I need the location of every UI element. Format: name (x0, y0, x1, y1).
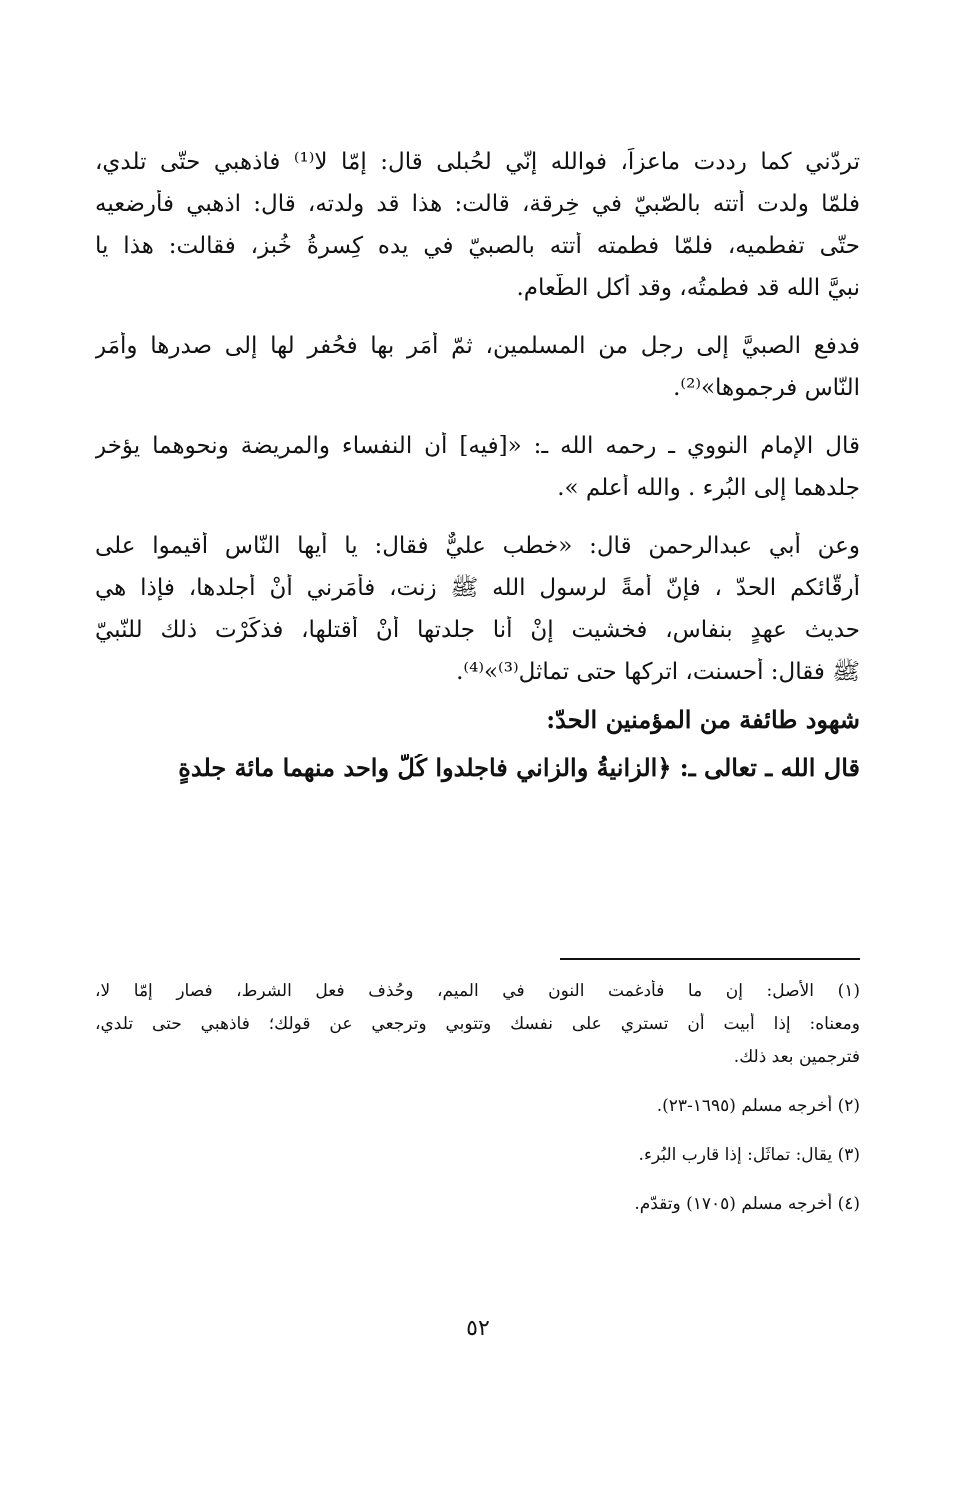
footnote: (٤) أخرجه مسلم (١٧٠٥) وتقدّم. (634, 1194, 860, 1214)
paragraph (95, 332, 860, 416)
text-line: تردّني كما رددت ماعزاً، فوالله إنّي لحُبلى قال: إمّا لا⁽¹⁾ فاذهبي حتّى تلدي، (95, 149, 860, 175)
page-number: ٥٢ (466, 1316, 490, 1341)
text-line: حديث عهدٍ بنفاس، فخشيت إنْ أنا جلدتها أنْ أقتلها، فذكَرْت ذلك للنّبيّ (95, 617, 860, 643)
paragraph (95, 532, 860, 700)
text-line: وعن أبي عبدالرحمن قال: «خطب عليٌّ فقال: يا أيها النّاس أقيموا على (95, 533, 860, 559)
paragraph (95, 148, 860, 316)
text-line: قال الإمام النووي ـ رحمه الله ـ: «[فيه] أن النفساء والمريضة ونحوهما يؤخر (95, 433, 860, 459)
text-line: نبيَّ الله قد فطمتُه، وقد أكل الطّعام. (516, 275, 860, 301)
quran-verse-line: قال الله ـ تعالى ـ: ﴿الزانيةُ والزاني فاجلدوا كُلَّ واحد منهما مائة جلدةٍ (178, 754, 860, 782)
text-line: فلمّا ولدت أتته بالصّبيّ في خِرقة، قالت: هذا قد ولدته، قال: اذهبي فأرضعيه (95, 191, 860, 217)
footnote-line: (١) الأصل: إن ما فأُدغمت النون في الميم، وحُذف فعل الشرط، فصار إمّا لا، (95, 981, 860, 1001)
footnote-line: فترجمين بعد ذلك. (733, 1047, 860, 1067)
footnote (95, 980, 860, 1079)
text-line: جلدهما إلى البُرء . والله أعلم ». (557, 475, 860, 501)
text-line: أرقّائكم الحدّ ، فإنّ أمةً لرسول الله ﷺ زنت، فأمَرني أنْ أجلدها، فإذا هي (95, 575, 860, 601)
paragraph (95, 432, 860, 516)
footnotes (95, 980, 860, 1226)
footnote-separator (560, 958, 860, 960)
text-line: ﷺ فقال: أحسنت، اتركها حتى تماثل⁽³⁾»⁽⁴⁾. (456, 659, 860, 685)
footnote: (٢) أخرجه مسلم (١٦٩٥-٢٣). (656, 1096, 860, 1116)
section-heading: شهود طائفة من المؤمنين الحدّ: (546, 706, 860, 734)
text-line: النّاس فرجموها»⁽²⁾. (673, 375, 860, 401)
main-text (95, 148, 860, 796)
text-line: فدفع الصبيَّ إلى رجل من المسلمين، ثمّ أمَر بها فحُفر لها إلى صدرها وأمَر (95, 333, 860, 359)
footnote-line: ومعناه: إذا أبيت أن تستري على نفسك وتتوبي وترجعي عن قولك؛ فاذهبي حتى تلدي، (95, 1014, 860, 1034)
footnote: (٣) يقال: تماثَل: إذا قارب البُرء. (638, 1145, 860, 1165)
text-line: حتّى تفطميه، فلمّا فطمته أتته بالصبيّ في يده كِسرةُ خُبز، فقالت: هذا يا (95, 233, 860, 259)
